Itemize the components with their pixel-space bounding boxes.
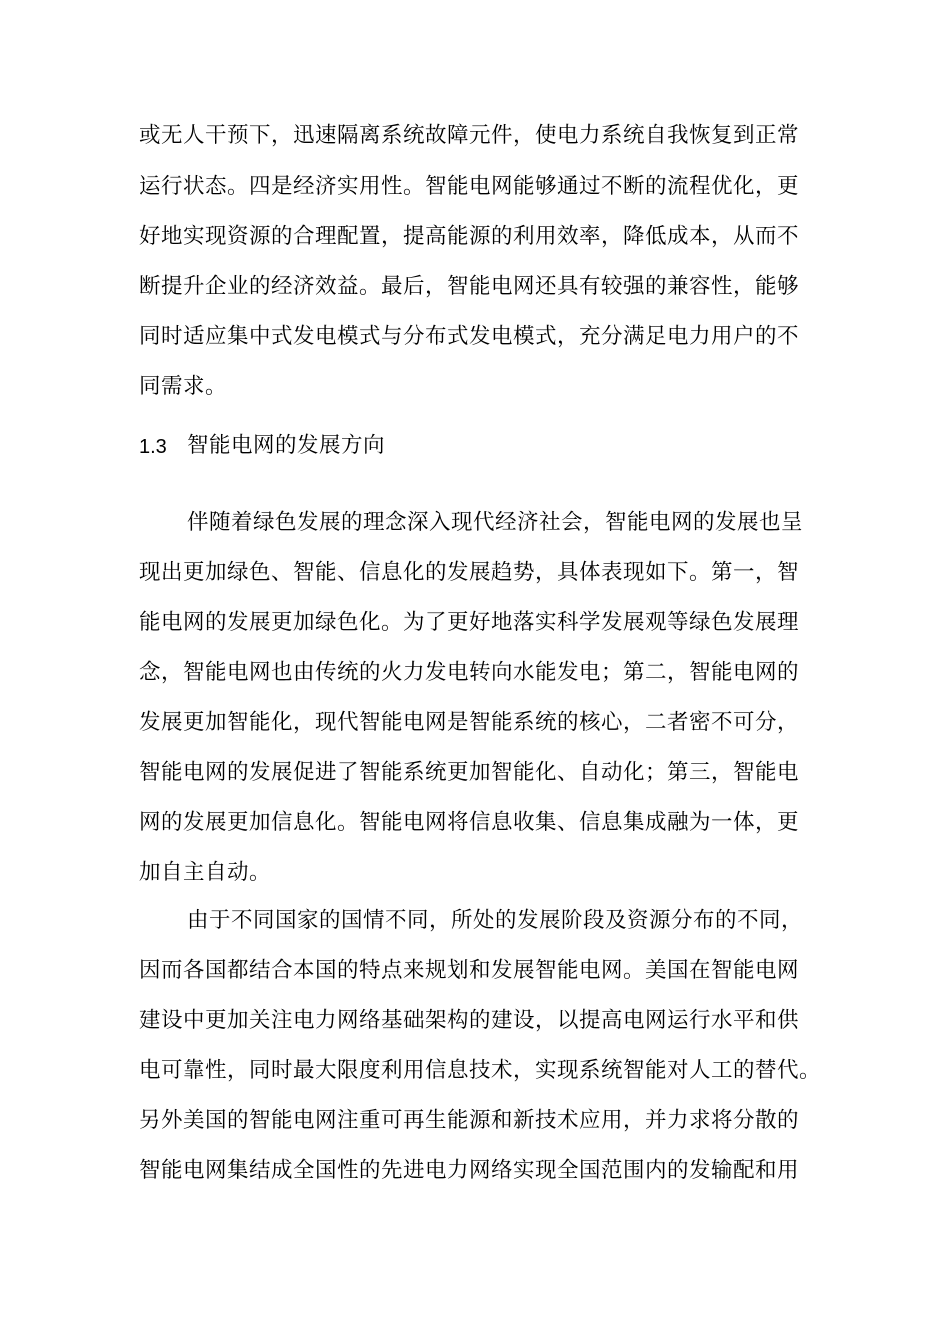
section-number: 1.3 <box>139 436 167 458</box>
paragraph-2-line-4: 念，智能电网也由传统的火力发电转向水能发电；第二，智能电网的 <box>139 660 800 685</box>
paragraph-2-line-1: 伴随着绿色发展的理念深入现代经济社会，智能电网的发展也呈 <box>187 510 804 535</box>
paragraph-2-line-5: 发展更加智能化，现代智能电网是智能系统的核心，二者密不可分， <box>139 710 800 735</box>
paragraph-2-line-8: 加自主自动。 <box>139 860 272 885</box>
paragraph-1-line-6: 同需求。 <box>139 374 228 399</box>
paragraph-3-line-1: 由于不同国家的国情不同，所处的发展阶段及资源分布的不同， <box>187 908 804 933</box>
paragraph-3-line-3: 建设中更加关注电力网络基础架构的建设，以提高电网运行水平和供 <box>139 1008 800 1033</box>
paragraph-2-line-6: 智能电网的发展促进了智能系统更加智能化、自动化；第三，智能电 <box>139 760 800 785</box>
paragraph-1-line-3: 好地实现资源的合理配置，提高能源的利用效率，降低成本，从而不 <box>139 224 800 249</box>
paragraph-2-line-2: 现出更加绿色、智能、信息化的发展趋势，具体表现如下。第一，智 <box>139 560 800 585</box>
paragraph-3-line-4: 电可靠性，同时最大限度利用信息技术，实现系统智能对人工的替代。 <box>139 1058 822 1083</box>
section-title: 智能电网的发展方向 <box>187 433 386 458</box>
paragraph-1-line-2: 运行状态。四是经济实用性。智能电网能够通过不断的流程优化，更 <box>139 174 800 199</box>
paragraph-3-line-6: 智能电网集结成全国性的先进电力网络实现全国范围内的发输配和用 <box>139 1158 800 1183</box>
paragraph-3-line-2: 因而各国都结合本国的特点来规划和发展智能电网。美国在智能电网 <box>139 958 800 983</box>
paragraph-2-line-3: 能电网的发展更加绿色化。为了更好地落实科学发展观等绿色发展理 <box>139 610 800 635</box>
paragraph-3-line-5: 另外美国的智能电网注重可再生能源和新技术应用，并力求将分散的 <box>139 1108 800 1133</box>
paragraph-1-line-1: 或无人干预下，迅速隔离系统故障元件，使电力系统自我恢复到正常 <box>139 123 800 148</box>
paragraph-2-line-7: 网的发展更加信息化。智能电网将信息收集、信息集成融为一体，更 <box>139 810 800 835</box>
paragraph-1-line-4: 断提升企业的经济效益。最后，智能电网还具有较强的兼容性，能够 <box>139 274 800 299</box>
paragraph-1-line-5: 同时适应集中式发电模式与分布式发电模式，充分满足电力用户的不 <box>139 324 800 349</box>
